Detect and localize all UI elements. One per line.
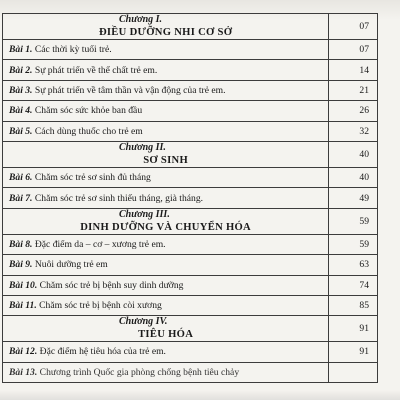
- chapter-title: SƠ SINH: [143, 154, 188, 166]
- lesson-row: [3, 255, 378, 275]
- lesson-title: Sự phát triển về tâm thần và vận động của trẻ em.: [34, 84, 226, 96]
- lesson-number: Bài 13.: [9, 366, 38, 378]
- chapter-title: ĐIỀU DƯỠNG NHI CƠ SỞ: [98, 27, 233, 38]
- lesson-page: 59: [329, 234, 378, 254]
- lesson-title: Chăm sóc sức khỏe ban đầu: [34, 105, 143, 117]
- lesson-number: Bài 8.: [9, 238, 33, 250]
- lesson-page: 91: [329, 342, 378, 362]
- lesson-page: 49: [329, 188, 378, 208]
- chapter-title: DINH DƯỠNG VÀ CHUYỂN HÓA: [80, 221, 252, 233]
- lesson-row: [3, 234, 378, 254]
- chapter-page: 59: [329, 208, 378, 234]
- lesson-row: [3, 40, 378, 60]
- lesson-row: [3, 295, 378, 315]
- lesson-page: 07: [329, 40, 378, 60]
- table-of-contents: [2, 13, 378, 383]
- chapter-row: [3, 208, 378, 234]
- lesson-number: Bài 9.: [9, 259, 33, 271]
- chapter-row: [3, 316, 378, 342]
- lesson-number: Bài 5.: [9, 125, 33, 137]
- lesson-page: 85: [329, 295, 378, 315]
- lesson-title: Chăm sóc trẻ sơ sinh đủ tháng: [34, 172, 151, 184]
- lesson-row: [3, 275, 378, 295]
- lesson-row: [3, 188, 378, 208]
- lesson-number: Bài 10.: [9, 279, 38, 291]
- lesson-number: Bài 7.: [9, 192, 33, 204]
- chapter-row: [3, 14, 378, 40]
- lesson-title: Chăm sóc trẻ bị bệnh suy dinh dưỡng: [39, 279, 184, 291]
- lesson-title: Chương trình Quốc gia phòng chống bệnh tiêu chảy: [39, 366, 240, 378]
- lesson-page: 14: [329, 60, 378, 80]
- lesson-page: 26: [329, 101, 378, 121]
- lesson-page: 40: [329, 167, 378, 187]
- chapter-number: Chương III.: [119, 208, 170, 220]
- chapter-number: Chương IV.: [119, 316, 168, 328]
- lesson-number: Bài 11.: [9, 300, 37, 312]
- lesson-number: Bài 6.: [9, 172, 33, 184]
- lesson-title: Các thời kỳ tuổi trẻ.: [34, 44, 112, 56]
- chapter-page: 91: [329, 316, 378, 342]
- lesson-page: 63: [329, 255, 378, 275]
- lesson-page: 74: [329, 275, 378, 295]
- chapter-page: 07: [329, 14, 378, 40]
- lesson-row: [3, 101, 378, 121]
- lesson-title: Chăm sóc trẻ sơ sinh thiếu tháng, già tháng.: [34, 192, 204, 204]
- chapter-title: TIÊU HÓA: [138, 329, 194, 341]
- chapter-page: 40: [329, 141, 378, 167]
- chapter-row: [3, 141, 378, 167]
- lesson-number: Bài 12.: [9, 346, 38, 358]
- lesson-title: Đặc điểm hệ tiêu hóa của trẻ em.: [39, 346, 166, 358]
- lesson-title: Đặc điểm da – cơ – xương trẻ em.: [34, 238, 166, 250]
- lesson-row: [3, 80, 378, 100]
- lesson-page: 32: [329, 121, 378, 141]
- lesson-title: Chăm sóc trẻ bị bệnh còi xương: [39, 300, 162, 312]
- lesson-title: Sự phát triển về thể chất trẻ em.: [34, 64, 158, 76]
- lesson-row: [3, 342, 378, 362]
- lesson-row: [3, 60, 378, 80]
- lesson-title: Nuôi dưỡng trẻ em: [34, 259, 108, 271]
- chapter-number: Chương II.: [119, 141, 166, 153]
- chapter-number: Chương I.: [119, 14, 163, 25]
- lesson-number: Bài 1.: [9, 44, 33, 56]
- lesson-number: Bài 2.: [9, 64, 33, 76]
- lesson-row: [3, 121, 378, 141]
- lesson-number: Bài 4.: [9, 105, 33, 117]
- lesson-row: [3, 362, 378, 382]
- lesson-row: [3, 167, 378, 187]
- lesson-number: Bài 3.: [9, 84, 33, 96]
- lesson-title: Cách dùng thuốc cho trẻ em: [34, 125, 143, 137]
- lesson-page: [329, 362, 378, 382]
- page-bottom-shadow: [0, 390, 400, 400]
- lesson-page: 21: [329, 80, 378, 100]
